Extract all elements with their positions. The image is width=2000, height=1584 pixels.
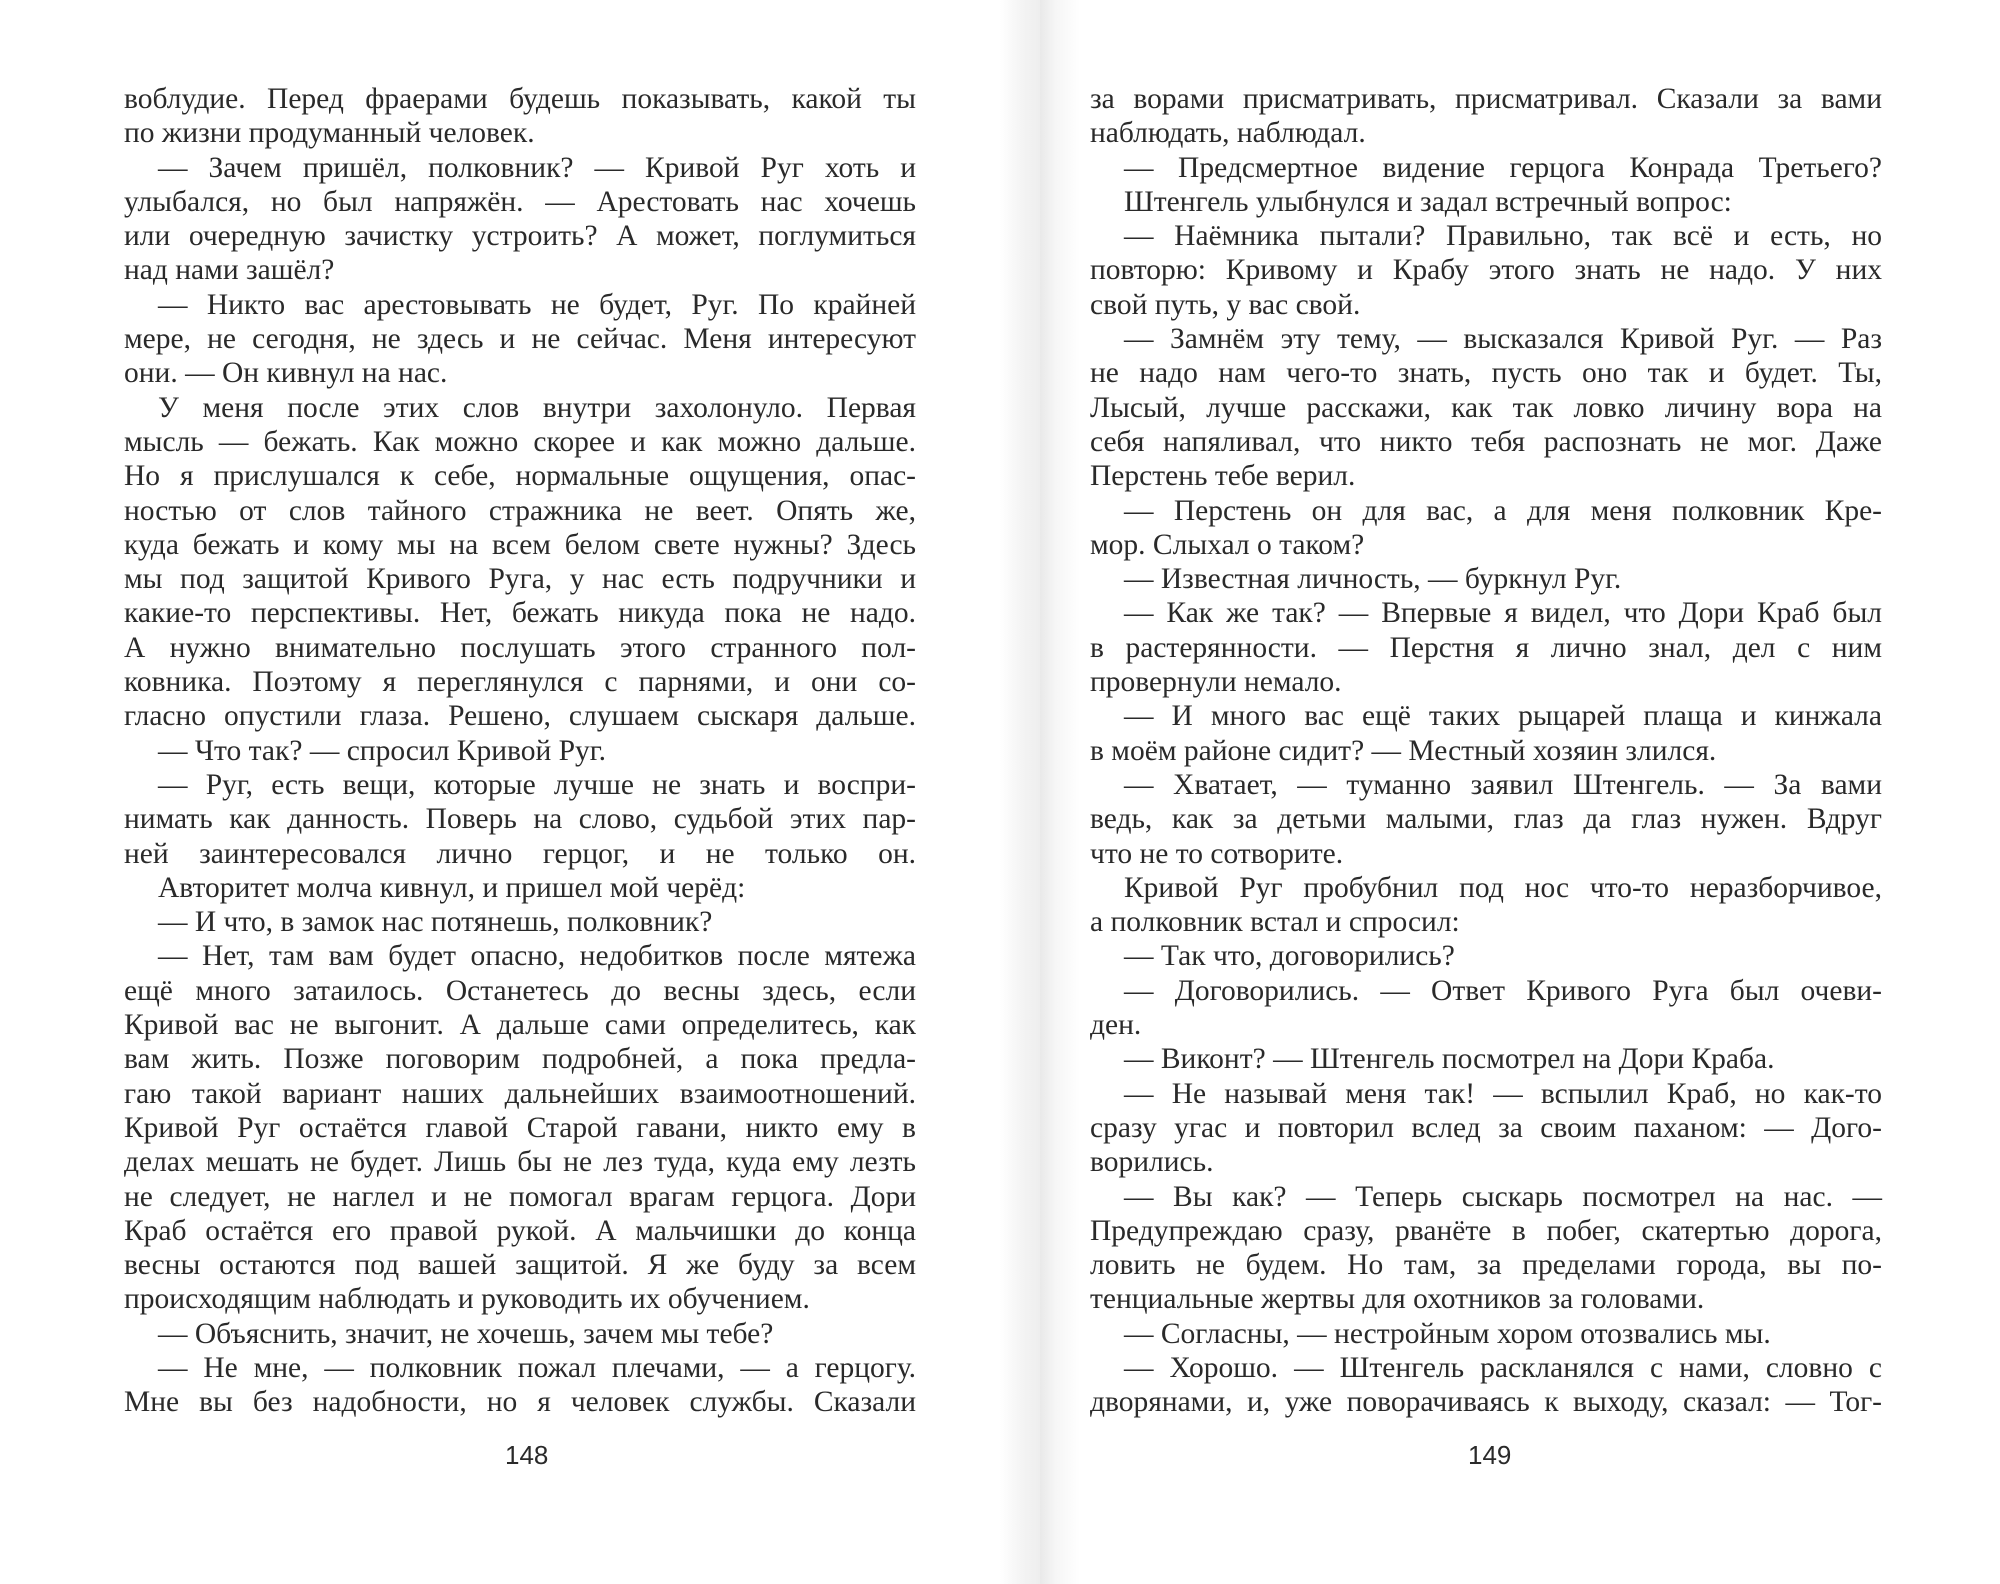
text-line: ностью от слов тайного стражника не веет. Опять же, bbox=[124, 494, 916, 527]
text-line: повторю: Кривому и Крабу этого знать не надо. У них bbox=[1090, 254, 1882, 287]
text-line: нимать как данность. Поверь на слово, судьбой этих пар- bbox=[124, 803, 916, 836]
text-line: Кривой Руг пробубнил под нос что-то неразборчивое, bbox=[1124, 871, 1882, 904]
text-line: Авторитет молча кивнул, и пришел мой черёд: bbox=[158, 871, 746, 904]
text-line: Кривой вас не выгонит. А дальше сами определитесь, как bbox=[124, 1009, 916, 1042]
text-line: в растерянности. — Перстня я лично знал, дел с ним bbox=[1090, 631, 1882, 664]
left-page-text bbox=[124, 82, 916, 1420]
text-line: не следует, не наглел и не помогал врагам герцога. Дори bbox=[124, 1180, 916, 1213]
text-line: — Договорились. — Ответ Кривого Руга был очеви- bbox=[1124, 974, 1882, 1007]
text-line: они. — Он кивнул на нас. bbox=[124, 357, 448, 390]
right-page-text bbox=[1090, 82, 1882, 1420]
text-line: мере, не сегодня, не здесь и не сейчас. Меня интересуют bbox=[124, 323, 916, 356]
text-line: Предупреждаю сразу, рванёте в побег, скатертью дорога, bbox=[1090, 1214, 1882, 1247]
text-line: — Руг, есть вещи, которые лучше не знать и воспри- bbox=[158, 768, 916, 801]
text-line: — Нет, там вам будет опасно, недобитков после мятежа bbox=[158, 940, 916, 973]
text-line: Лысый, лучше расскажи, как так ловко личину вора на bbox=[1090, 391, 1882, 424]
text-line: над нами зашёл? bbox=[124, 254, 335, 287]
text-line: — Известная личность, — буркнул Руг. bbox=[1124, 563, 1622, 596]
text-line: тенциальные жертвы для охотников за головами. bbox=[1090, 1283, 1705, 1316]
text-line: ловить не будем. Но там, за пределами города, вы по- bbox=[1090, 1249, 1882, 1282]
text-line: Штенгель улыбнулся и задал встречный вопрос: bbox=[1124, 185, 1732, 218]
text-line: гласно опустили глаза. Решено, слушаем сыскаря дальше. bbox=[124, 700, 916, 733]
text-line: по жизни продуманный человек. bbox=[124, 117, 535, 150]
text-line: Краб остаётся его правой рукой. А мальчишки до конца bbox=[124, 1214, 916, 1247]
text-line: — Объяснить, значит, не хочешь, зачем мы тебе? bbox=[158, 1317, 774, 1350]
text-line: ещё много затаилось. Останетесь до весны здесь, если bbox=[124, 974, 916, 1007]
text-line: весны остаются под вашей защитой. Я же буду за всем bbox=[124, 1249, 916, 1282]
text-line: Кривой Руг остаётся главой Старой гавани, никто ему в bbox=[124, 1111, 916, 1144]
text-line: улыбался, но был напряжён. — Арестовать нас хочешь bbox=[124, 185, 916, 218]
text-line: — Наёмника пытали? Правильно, так всё и есть, но bbox=[1124, 220, 1882, 253]
text-line: — Как же так? — Впервые я видел, что Дори Краб был bbox=[1124, 597, 1882, 630]
text-line: — И много вас ещё таких рыцарей плаща и кинжала bbox=[1124, 700, 1882, 733]
text-line: воблудие. Перед фраерами будешь показывать, какой ты bbox=[124, 83, 916, 115]
text-line: дворянами, и, уже поворачиваясь к выходу, сказал: — Тог- bbox=[1090, 1386, 1882, 1419]
text-line: — Не называй меня так! — вспылил Краб, но как-то bbox=[1124, 1077, 1882, 1110]
text-line: свой путь, у вас свой. bbox=[1090, 288, 1361, 321]
text-line: сразу угас и повторил вслед за своим паханом: — Дого- bbox=[1090, 1111, 1882, 1144]
text-line: — Хорошо. — Штенгель раскланялся с нами, словно с bbox=[1124, 1351, 1882, 1384]
text-line: куда бежать и кому мы на всем белом свете нужны? Здесь bbox=[124, 528, 916, 561]
text-line: провернули немало. bbox=[1090, 666, 1342, 699]
text-line: ковника. Поэтому я переглянулся с парнями, и они со- bbox=[124, 666, 916, 699]
text-line: Перстень тебе верил. bbox=[1090, 460, 1356, 493]
text-line: не надо нам чего-то знать, пусть оно так и будет. Ты, bbox=[1090, 357, 1882, 390]
text-line: ден. bbox=[1090, 1009, 1142, 1042]
book-gutter-shadow-right bbox=[1040, 0, 1080, 1584]
text-line: — Что так? — спросил Кривой Руг. bbox=[158, 734, 606, 767]
text-line: — Так что, договорились? bbox=[1124, 940, 1455, 973]
text-line: мысль — бежать. Как можно скорее и как можно дальше. bbox=[124, 425, 916, 458]
text-line: ведь, как за детьми малыми, глаз да глаз нужен. Вдруг bbox=[1090, 803, 1882, 836]
text-line: гаю такой вариант наших дальнейших взаимоотношений. bbox=[124, 1077, 916, 1110]
text-line: в моём районе сидит? — Местный хозяин злился. bbox=[1090, 734, 1717, 767]
text-line: Мне вы без надобности, но я человек службы. Сказали bbox=[124, 1386, 916, 1419]
text-line: что не то сотворите. bbox=[1090, 837, 1344, 870]
text-line: за ворами присматривать, присматривал. Сказали за вами bbox=[1090, 83, 1882, 115]
text-line: а полковник встал и спросил: bbox=[1090, 906, 1460, 939]
text-line: — Вы как? — Теперь сыскарь посмотрел на нас. — bbox=[1124, 1180, 1882, 1213]
text-line: — Хватает, — туманно заявил Штенгель. — За вами bbox=[1124, 768, 1882, 801]
page-number-left: 148 bbox=[505, 1440, 549, 1470]
text-line: какие-то перспективы. Нет, бежать никуда пока не надо. bbox=[124, 597, 916, 630]
book-gutter-shadow-left bbox=[1000, 0, 1040, 1584]
text-line: происходящим наблюдать и руководить их обучением. bbox=[124, 1283, 810, 1316]
text-line: — Перстень он для вас, а для меня полковник Кре- bbox=[1124, 494, 1882, 527]
text-line: вам жить. Позже поговорим подробней, а пока предла- bbox=[124, 1043, 916, 1076]
text-line: или очередную зачистку устроить? А может, поглумиться bbox=[124, 220, 916, 253]
text-line: — Не мне, — полковник пожал плечами, — а герцогу. bbox=[158, 1351, 916, 1384]
text-line: А нужно внимательно послушать этого странного пол- bbox=[124, 631, 916, 664]
text-line: — Согласны, — нестройным хором отозвались мы. bbox=[1124, 1317, 1771, 1350]
text-line: — И что, в замок нас потянешь, полковник? bbox=[158, 906, 713, 939]
text-line: — Зачем пришёл, полковник? — Кривой Руг хоть и bbox=[158, 151, 916, 184]
text-line: — Никто вас арестовывать не будет, Руг. По крайней bbox=[158, 288, 916, 321]
text-line: Но я прислушался к себе, нормальные ощущения, опас- bbox=[124, 460, 916, 493]
text-line: — Предсмертное видение герцога Конрада Третьего? bbox=[1124, 151, 1882, 184]
text-line: У меня после этих слов внутри захолонуло. Первая bbox=[158, 391, 916, 424]
text-line: ворились. bbox=[1090, 1146, 1214, 1179]
text-line: делах мешать не будет. Лишь бы не лез туда, куда ему лезть bbox=[124, 1146, 916, 1179]
text-line: себя напяливал, что никто тебя распознать не мог. Даже bbox=[1090, 425, 1882, 458]
text-line: наблюдать, наблюдал. bbox=[1090, 117, 1366, 150]
text-line: — Виконт? — Штенгель посмотрел на Дори Краба. bbox=[1124, 1043, 1775, 1076]
text-line: мы под защитой Кривого Руга, у нас есть подручники и bbox=[124, 563, 916, 596]
page-number-right: 149 bbox=[1468, 1440, 1512, 1470]
text-line: мор. Слыхал о таком? bbox=[1090, 528, 1365, 561]
text-line: — Замнём эту тему, — высказался Кривой Руг. — Раз bbox=[1124, 323, 1882, 356]
text-line: ней заинтересовался лично герцог, и не только он. bbox=[124, 837, 916, 870]
